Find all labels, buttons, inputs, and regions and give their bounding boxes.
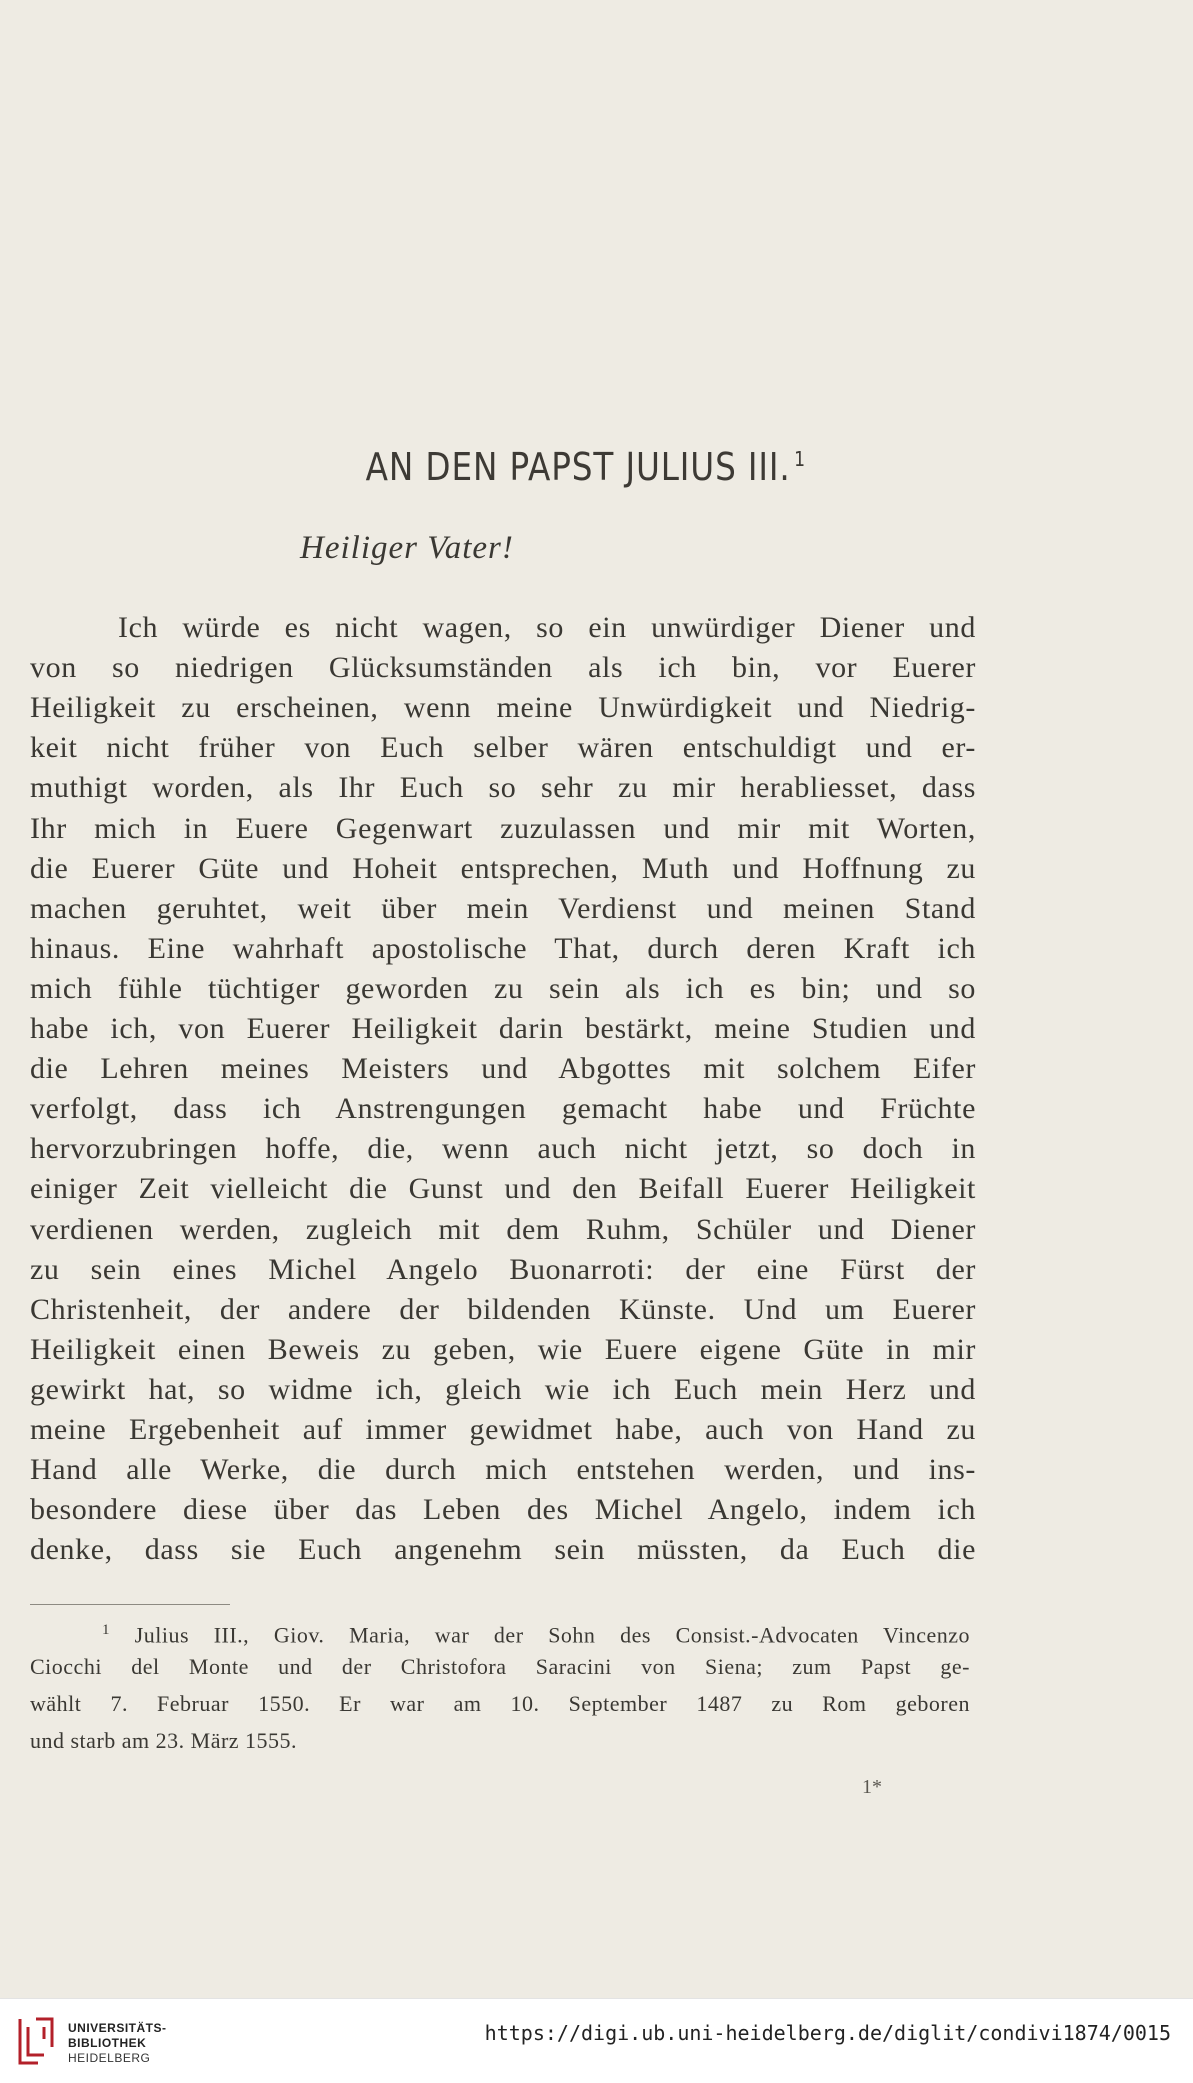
body-line: meine Ergebenheit auf immer gewidmet habe, auch von Hand zu (30, 1413, 976, 1446)
footnote-line: Ciocchi del Monte und der Christofora Saracini von Siena; zum Papst ge- (30, 1654, 970, 1679)
body-line: Heiligkeit einen Beweis zu geben, wie Euere eigene Güte in mir (30, 1332, 976, 1366)
body-line: muthigt worden, als Ihr Euch so sehr zu mir herabliesset, dass (30, 771, 976, 805)
body-line: verdienen werden, zugleich mit dem Ruhm, Schüler und Diener (30, 1212, 976, 1246)
body-line: die Lehren meines Meisters und Abgottes mit solchem Eifer (30, 1052, 976, 1086)
footnote-marker: 1 (102, 1622, 110, 1638)
body-line: von so niedrigen Glücksumständen als ich bin, vor Euerer (30, 651, 976, 685)
body-line: Hand alle Werke, die durch mich entstehen werden, und ins- (30, 1453, 976, 1487)
body-line: mich fühle tüchtiger geworden zu sein als ich es bin; und so (30, 971, 976, 1005)
viewer-footer (0, 1998, 1193, 2083)
body-line: keit nicht früher von Euch selber wären entschuldigt und er- (30, 731, 976, 765)
salutation: Heiliger Vater! (300, 530, 514, 566)
heading-footnote-marker: 1 (794, 447, 806, 471)
body-line: besondere diese über das Leben des Michel Angelo, indem ich (30, 1493, 976, 1527)
footnote-line: wählt 7. Februar 1550. Er war am 10. September 1487 zu Rom geboren (30, 1691, 970, 1716)
library-name-line2: BIBLIOTHEK (68, 2036, 147, 2050)
body-line: verfolgt, dass ich Anstrengungen gemacht habe und Früchte (30, 1092, 976, 1126)
heading-title: AN DEN PAPST JULIUS III. (365, 445, 791, 489)
library-logo-icon (14, 2013, 58, 2069)
page-heading (73, 445, 1099, 489)
body-line: machen geruhtet, weit über mein Verdienst und meinen Stand (30, 891, 976, 925)
signature-mark: 1* (862, 1776, 882, 1798)
permalink-url[interactable]: https://digi.ub.uni-heidelberg.de/diglit/condivi1874/0015 (484, 2021, 1171, 2045)
library-name-line1: UNIVERSITÄTS- (68, 2021, 167, 2035)
body-line: Christenheit, der andere der bildenden Künste. Und um Euerer (30, 1292, 976, 1326)
body-line: denke, dass sie Euch angenehm sein müssten, da Euch die (30, 1533, 976, 1567)
body-line: hervorzubringen hoffe, die, wenn auch nicht jetzt, so doch in (30, 1132, 976, 1166)
footnote-divider (30, 1604, 230, 1605)
body-line: einiger Zeit vielleicht die Gunst und den Beifall Euerer Heiligkeit (30, 1172, 976, 1206)
body-line: gewirkt hat, so widme ich, gleich wie ich Euch mein Herz und (30, 1372, 976, 1406)
library-name-line3: HEIDELBERG (68, 2051, 151, 2065)
body-line: Heiligkeit zu erscheinen, wenn meine Unwürdigkeit und Niedrig- (30, 691, 976, 725)
body-line: hinaus. Eine wahrhaft apostolische That, durch deren Kraft ich (30, 931, 976, 965)
body-line: habe ich, von Euerer Heiligkeit darin bestärkt, meine Studien und (30, 1012, 976, 1045)
body-line: die Euerer Güte und Hoheit entsprechen, Muth und Hoffnung zu (30, 851, 976, 885)
body-line: Ich würde es nicht wagen, so ein unwürdiger Diener und (118, 611, 976, 644)
footnote-line: und starb am 23. März 1555. (30, 1728, 298, 1753)
footnote-line: $^1$ Julius III., Giov. Maria, war der Sohn des Consist.-Advocaten Vincenzo (102, 1622, 970, 1648)
body-line: Ihr mich in Euere Gegenwart zuzulassen und mir mit Worten, (30, 811, 976, 845)
body-line: zu sein eines Michel Angelo Buonarroti: der eine Fürst der (30, 1252, 976, 1286)
